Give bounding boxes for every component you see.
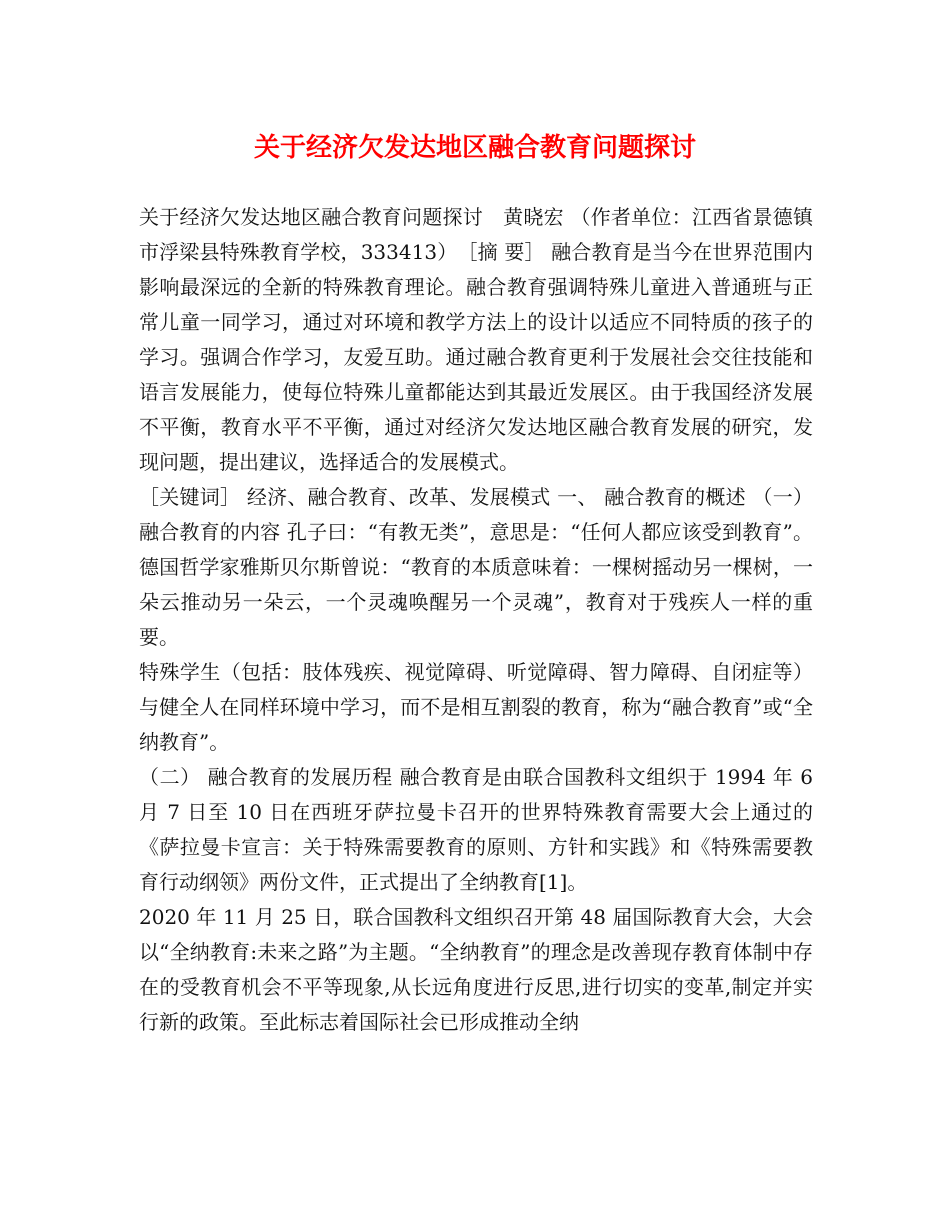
abstract-paragraph: 关于经济欠发达地区融合教育问题探讨 黄晓宏 （作者单位：江西省景德镇市浮梁县特殊教育学校，333413） ［摘 要］ 融合教育是当今在世界范围内影响最深远的全新的特殊教育理论。融合教育强调特殊儿童进入普通班与正常儿童一同学习，通过对环境和教学方法上的设计以适应不同特质的孩子的学习。强调合作学习，友爱互助。通过融合教育更利于发展社会交往技能和语言发展能力，使每位特殊儿童都能达到其最近发展区。由于我国经济发展不平衡，教育水平不平衡，通过对经济欠发达地区融合教育发展的研究，发现问题，提出建议，选择适合的发展模式。 <box>139 205 813 474</box>
document-body <box>139 200 813 1040</box>
keywords-overview-paragraph: ［关键词］ 经济、融合教育、改革、发展模式 一、 融合教育的概述 （一） 融合教育的内容 孔子曰：“有教无类”，意思是：“任何人都应该受到教育”。德国哲学家雅斯贝尔斯曾说：“教育的本质意味着：一棵树摇动另一棵树，一朵云推动另一朵云，一个灵魂唤醒另一个灵魂”，教育对于残疾人一样的重要。 <box>139 485 813 649</box>
special-students-paragraph: 特殊学生（包括：肢体残疾、视觉障碍、听觉障碍、智力障碍、自闭症等）与健全人在同样环境中学习，而不是相互割裂的教育，称为“融合教育”或“全纳教育”。 <box>139 660 813 754</box>
conference-paragraph: 2020 年 11 月 25 日，联合国教科文组织召开第 48 届国际教育大会，大会以“全纳教育:未来之路”为主题。“全纳教育”的理念是改善现存教育体制中存在的受教育机会不平等现象,从长远角度进行反思,进行切实的变革,制定并实行新的政策。至此标志着国际社会已形成推动全纳 <box>139 905 813 1034</box>
history-paragraph: （二） 融合教育的发展历程 融合教育是由联合国教科文组织于 1994 年 6 月 7 日至 10 日在西班牙萨拉曼卡召开的世界特殊教育需要大会上通过的《萨拉曼卡宣言：关于特殊需要教育的原则、方针和实践》和《特殊需要教育行动纲领》两份文件，正式提出了全纳教育[1]。 <box>139 765 813 894</box>
document-title: 关于经济欠发达地区融合教育问题探讨 <box>253 133 696 163</box>
